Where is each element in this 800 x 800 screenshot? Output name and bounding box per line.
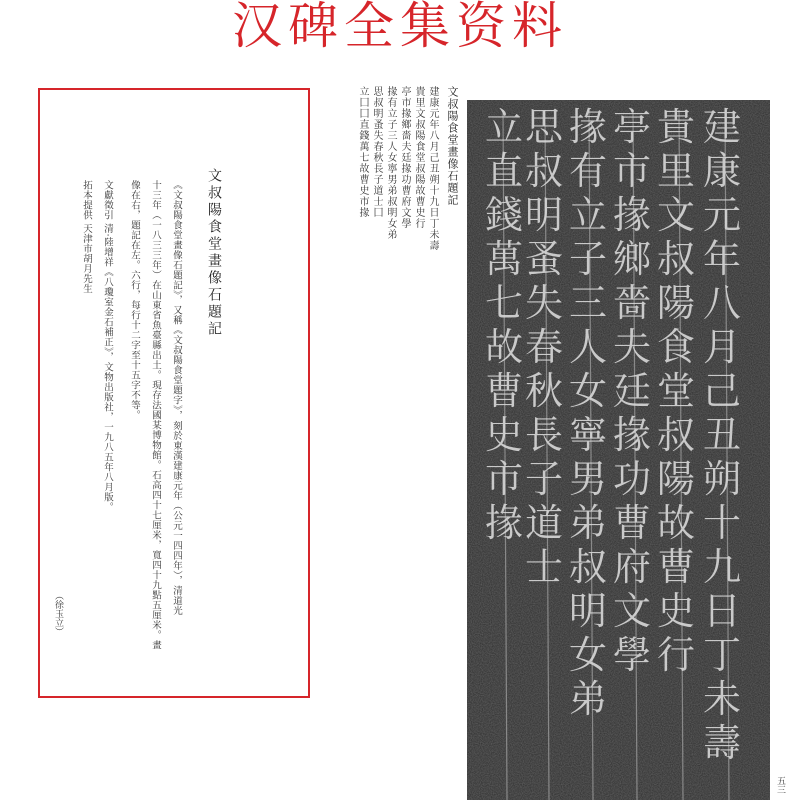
- rubbing-column: 立直錢萬七故曹史市掾: [485, 105, 524, 545]
- transcription-title: 文叔陽食堂畫像石題記: [446, 86, 459, 206]
- description-box: [38, 88, 310, 698]
- rubbing-column: 思叔明蚤失春秋長子道士: [525, 105, 564, 589]
- description-paragraph: 《文叔陽食堂畫像石題記》，又稱《文叔陽食堂題字》，刻於東漢建康元年（公元一四四年），清道光: [171, 180, 182, 616]
- banner: [0, 0, 800, 60]
- rubbing-svg: [467, 100, 770, 800]
- description-author: （徐玉立）: [53, 591, 63, 636]
- rubbing-column: 建康元年八月己丑朔十九日丁未壽: [703, 105, 742, 765]
- rubbing-column: 掾有立子三人女寧男弟叔明女弟: [569, 105, 608, 721]
- transcription-column: 立囗囗直錢萬七故曹史市掾: [357, 86, 368, 218]
- stone-rubbing-image: [467, 100, 770, 800]
- transcription-column: 建康元年八月己丑朔十九日丁未壽: [427, 86, 438, 251]
- rubbing-column: 貴里文叔陽食堂叔陽故曹史行: [657, 105, 696, 677]
- description-provider: 拓本提供 天津市胡月先生: [81, 180, 92, 294]
- page-number: 五三: [775, 776, 785, 794]
- description-paragraph: 十三年（一八三三年）在山東省魚臺縣出土。現存法國某博物館。石高四十七厘米，寬四十九點五厘米。畫: [150, 180, 161, 650]
- transcription-column: 掾有立子三人女寧男弟叔明女弟: [385, 86, 396, 240]
- description-body: [79, 180, 184, 650]
- rubbing-column: 亭市掾鄉嗇夫廷掾功曹府文學: [613, 105, 652, 677]
- banner-title: 汉碑全集资料: [232, 0, 568, 55]
- transcription-column: 貴里文叔陽食堂叔陽故曹史行: [413, 86, 424, 229]
- transcription-column: 亭市掾鄉嗇夫廷掾功曹府文學: [399, 86, 410, 229]
- transcription: [330, 86, 460, 251]
- description-reference: 文獻徵引 清·陸增祥《八瓊室金石補正》，文物出版社，一九八五年八月版。: [102, 180, 113, 513]
- transcription-column: 思叔明蚤失春秋長子道士囗: [371, 86, 382, 218]
- description-paragraph: 像在右，題記在左。六行，每行十二字至十五字不等。: [129, 180, 140, 420]
- description-title: 文叔陽食堂畫像石題記: [206, 168, 222, 338]
